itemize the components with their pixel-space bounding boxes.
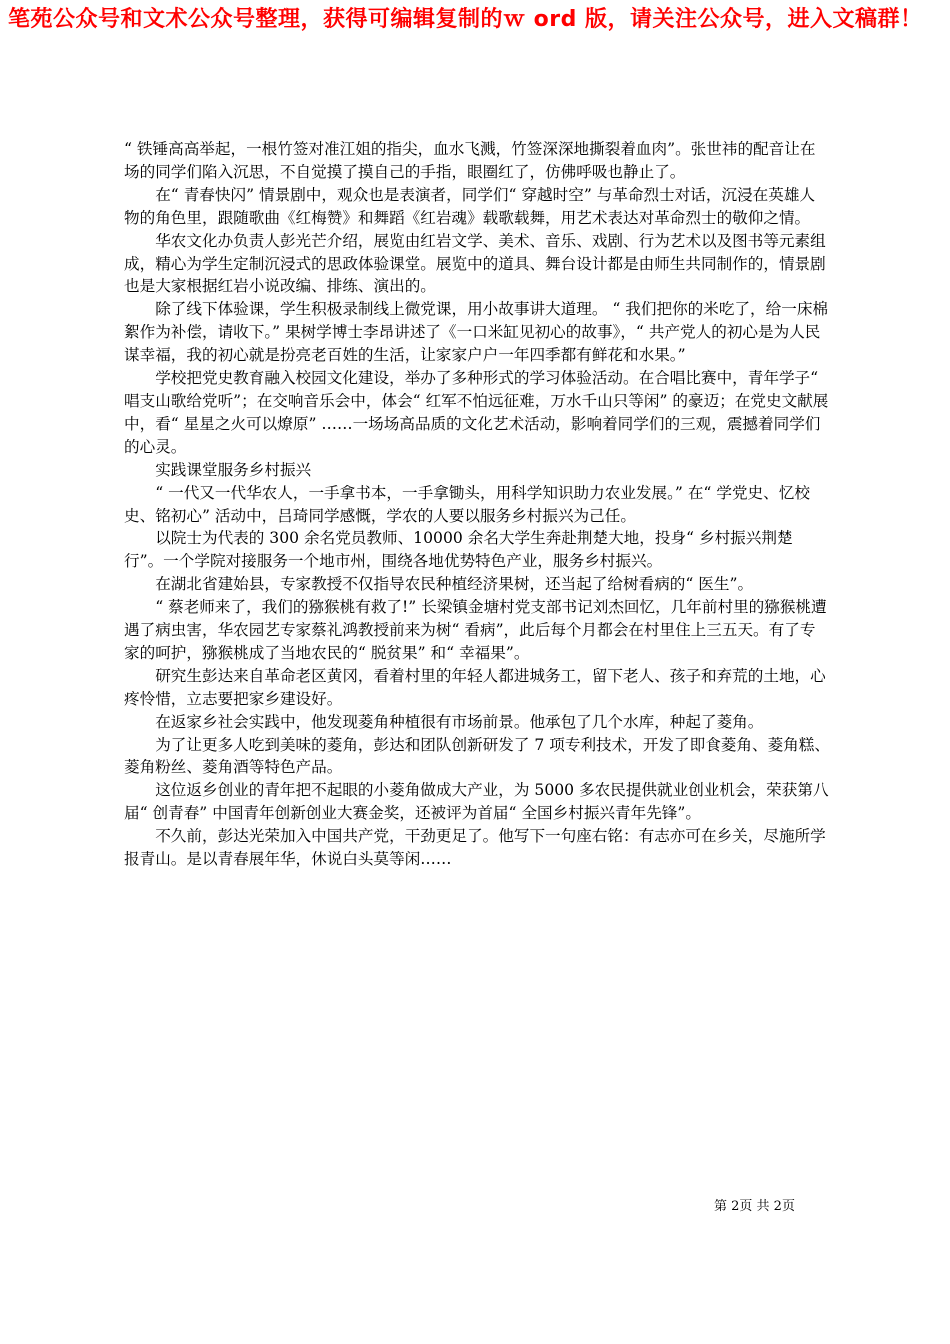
paragraph: 在湖北省建始县，专家教授不仅指导农民种植经济果树，还当起了给树看病的“ 医生”。 (155, 575, 754, 594)
section-heading: 实践课堂服务乡村振兴 (155, 460, 312, 479)
paragraph: 学校把党史教育融入校园文化建设，举办了多种形式的学习体验活动。在合唱比赛中，青年学子“ 唱支山歌给党听”；在交响音乐会中，体会“ 红军不怕远征难，万水千山只等闲” 的豪迈；在党史文献展中，看“ 星星之火可以燎原” ……一场场高品质的文化艺术活动，影响着同学们的三观，震撼着同学们的心灵。 (124, 369, 829, 456)
paragraph: 在“ 青春快闪” 情景剧中，观众也是表演者，同学们“ 穿越时空” 与革命烈士对话，沉浸在英雄人物的角色里，跟随歌曲《红梅赞》和舞蹈《红岩魂》载歌载舞，用艺术表达对革命烈士的敬仰之情。 (124, 185, 816, 227)
paragraph: 研究生彭达来自革命老区黄冈，看着村里的年轻人都进城务工，留下老人、孩子和弃荒的土地，心疼怜惜，立志要把家乡建设好。 (124, 666, 826, 708)
page-number: 第 2页 共 2页 (714, 1199, 795, 1214)
paragraph: 不久前，彭达光荣加入中国共产党，干劲更足了。他写下一句座右铭：有志亦可在乡关，尽施所学报青山。是以青春展年华，休说白头莫等闲…… (124, 827, 826, 869)
paragraph: 为了让更多人吃到美味的菱角，彭达和团队创新研发了 7 项专利技术，开发了即食菱角、菱角糕、菱角粉丝、菱角酒等特色产品。 (124, 735, 830, 777)
paragraph: 以院士为代表的 300 余名党员教师、10000 余名大学生奔赴荆楚大地，投身“ 乡村振兴荆楚行”。一个学院对接服务一个地市州，围绕各地优势特色产业，服务乡村振兴。 (124, 529, 793, 571)
paragraph: “ 一代又一代华农人，一手拿书本，一手拿锄头，用科学知识助力农业发展。” 在“ 学党史、忆校史、铭初心” 活动中，吕琦同学感慨，学农的人要以服务乡村振兴为己任。 (124, 483, 810, 525)
paragraph: “ 铁锤高高举起，一根竹签对准江姐的指尖，血水飞溅，竹签深深地撕裂着血肉”。张世祎的配音让在场的同学们陷入沉思，不自觉摸了摸自己的手指，眼圈红了，仿佛呼吸也静止了。 (124, 140, 816, 181)
paragraph: 华农文化办负责人彭光芒介绍，展览由红岩文学、美术、音乐、戏剧、行为艺术以及图书等元素组成，精心为学生定制沉浸式的思政体验课堂。展览中的道具、舞台设计都是由师生共同制作的，情景剧也是大家根据红岩小说改编、排练、演出的。 (124, 231, 826, 296)
paragraph: “ 蔡老师来了，我们的猕猴桃有救了!” 长梁镇金塘村党支部书记刘杰回忆，几年前村里的猕猴桃遭遇了病虫害，华农园艺专家蔡礼鸿教授前来为树“ 看病”，此后每个月都会在村里住上三五天。有了专家的呵护，猕猴桃成了当地农民的“ 脱贫果” 和“ 幸福果”。 (124, 598, 827, 662)
paragraph: 除了线下体验课，学生积极录制线上微党课，用小故事讲大道理。 “ 我们把你的米吃了，给一床棉絮作为补偿，请收下。” 果树学博士李昂讲述了《一口米缸见初心的故事》，“ 共产党人的初心是为人民谋幸福，我的初心就是扮亮老百姓的生活，让家家户户一年四季都有鲜花和水果。” (124, 300, 829, 365)
paragraph: 在返家乡社会实践中，他发现菱角种植很有市场前景。他承包了几个水库，种起了菱角。 (155, 712, 764, 731)
banner-notice: 笔苑公众号和文术公众号整理，获得可编辑复制的ｗ ord 版，请关注公众号，进入文稿群！ (8, 7, 923, 32)
paragraph: 这位返乡创业的青年把不起眼的小菱角做成大产业，为 5000 多农民提供就业创业机会，荣获第八届“ 创青春” 中国青年创新创业大赛金奖，还被评为首届“ 全国乡村振兴青年先锋”。 (124, 781, 829, 823)
article-body (124, 138, 830, 871)
